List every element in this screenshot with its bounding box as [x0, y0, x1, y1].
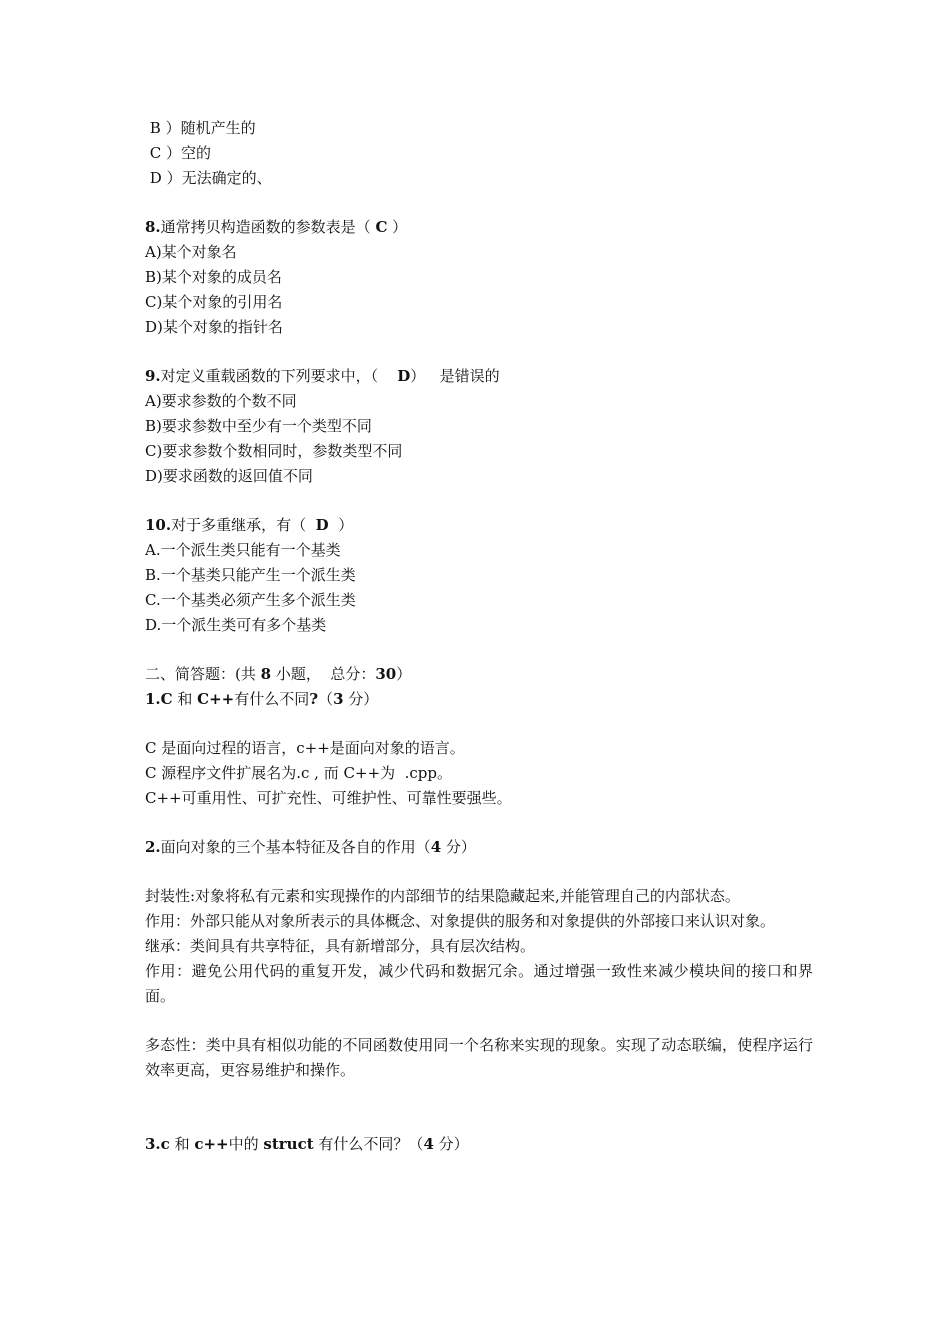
section2-post: ）	[396, 665, 412, 683]
section2-heading	[145, 662, 813, 687]
section2-count: 8	[260, 665, 272, 683]
sq2-title-part: 分）	[441, 838, 476, 856]
section2-total: 30	[375, 665, 397, 683]
sq3-title	[145, 1132, 813, 1157]
sq2-inheritance: 继承：类间具有共享特征，具有新增部分，具有层次结构。	[145, 937, 536, 955]
spacer	[145, 1083, 813, 1132]
spacer	[145, 191, 813, 215]
sq2-title-part: 4	[430, 838, 442, 856]
sq1-answer-line: C 是面向过程的语言，c++是面向对象的语言。	[145, 739, 465, 757]
q9-option-a: A)要求参数的个数不同	[145, 392, 297, 410]
spacer	[145, 811, 813, 835]
spacer	[145, 1009, 813, 1033]
sq2-title-part: 面向对象的三个基本特征及各自的作用（	[160, 838, 431, 856]
q8-close: ）	[387, 218, 408, 236]
spacer	[145, 638, 813, 662]
sq1-title-part: C++	[197, 690, 235, 708]
q8-option-c: C)某个对象的引用名	[145, 293, 283, 311]
sq1-title	[145, 687, 813, 712]
sq2-title	[145, 835, 813, 860]
q10-stem-text: 对于多重继承，有（	[171, 516, 316, 534]
q8-option-d: D)某个对象的指针名	[145, 318, 283, 336]
q9-stem	[145, 364, 813, 389]
q9-close: ） 是错误的	[410, 367, 500, 385]
section2-pre: 二、简答题：(共	[145, 665, 261, 683]
q9-option-c: C)要求参数个数相同时，参数类型不同	[145, 442, 403, 460]
sq3-title-part: 有什么不同？（	[313, 1135, 424, 1153]
q8-answer: C	[375, 218, 388, 236]
sq3-title-part: 和	[169, 1135, 195, 1153]
sq2-encapsulation: 封装性:对象将私有元素和实现操作的内部细节的结果隐藏起来,并能管理自己的内部状态。	[145, 887, 740, 905]
q10-stem	[145, 513, 813, 538]
q9-option-b: B)要求参数中至少有一个类型不同	[145, 417, 372, 435]
spacer	[145, 489, 813, 513]
q8-option-b: B)某个对象的成员名	[145, 268, 282, 286]
q7-option-c: C ）空的	[145, 144, 212, 162]
section2-mid: 小题， 总分：	[271, 665, 376, 683]
sq3-title-part: struct	[263, 1135, 314, 1153]
sq2-polymorphism: 多态性：类中具有相似功能的不同函数使用同一个名称来实现的现象。实现了动态联编，使程序运行效率更高，更容易维护和操作。	[145, 1036, 813, 1079]
q9-option-d: D)要求函数的返回值不同	[145, 467, 313, 485]
sq1-title-part: 3	[333, 690, 344, 708]
sq1-answer-line: C++可重用性、可扩充性、可维护性、可靠性要强些。	[145, 789, 512, 807]
sq2-encapsulation-purpose: 作用：外部只能从对象所表示的具体概念、对象提供的服务和对象提供的外部接口来认识对象。	[145, 912, 776, 930]
q10-answer: D	[315, 516, 329, 534]
q7-option-b: B ）随机产生的	[145, 119, 256, 137]
q9-number: 9.	[145, 367, 161, 385]
q8-stem-text: 通常拷贝构造函数的参数表是（	[160, 218, 376, 236]
sq3-title-part: 4	[423, 1135, 434, 1153]
q8-option-a: A)某个对象名	[145, 243, 237, 261]
q8-number: 8.	[145, 218, 161, 236]
sq3-title-part: c++	[194, 1135, 229, 1153]
q10-number: 10.	[145, 516, 172, 534]
spacer	[145, 860, 813, 884]
sq3-title-part: 分）	[433, 1135, 469, 1153]
q10-option-d: D.一个派生类可有多个基类	[145, 616, 327, 634]
sq1-title-part: 分）	[343, 690, 379, 708]
q10-option-a: A.一个派生类只能有一个基类	[145, 541, 341, 559]
sq1-title-part: （	[318, 690, 334, 708]
sq1-title-part: ?	[309, 690, 319, 708]
q8-stem	[145, 215, 813, 240]
q10-close: ）	[328, 516, 354, 534]
sq1-title-part: 1.C	[145, 690, 173, 708]
q9-stem-text: 对定义重载函数的下列要求中，（	[160, 367, 398, 385]
q7-option-d: D ）无法确定的、	[145, 169, 272, 187]
sq1-title-part: 和	[172, 690, 198, 708]
sq3-title-part: 中的	[228, 1135, 264, 1153]
spacer	[145, 712, 813, 736]
sq2-title-part: 2.	[145, 838, 161, 856]
sq1-answer-line: C 源程序文件扩展名为.c , 而 C++为 .cpp。	[145, 764, 453, 782]
sq2-inheritance-purpose: 作用：避免公用代码的重复开发，减少代码和数据冗余。通过增强一致性来减少模块间的接口和界面。	[145, 962, 813, 1005]
document-content	[145, 116, 813, 1157]
sq1-title-part: 有什么不同	[234, 690, 310, 708]
q9-answer: D	[397, 367, 411, 385]
spacer	[145, 340, 813, 364]
q10-option-b: B.一个基类只能产生一个派生类	[145, 566, 356, 584]
sq3-title-part: 3.c	[145, 1135, 170, 1153]
q10-option-c: C.一个基类必须产生多个派生类	[145, 591, 356, 609]
